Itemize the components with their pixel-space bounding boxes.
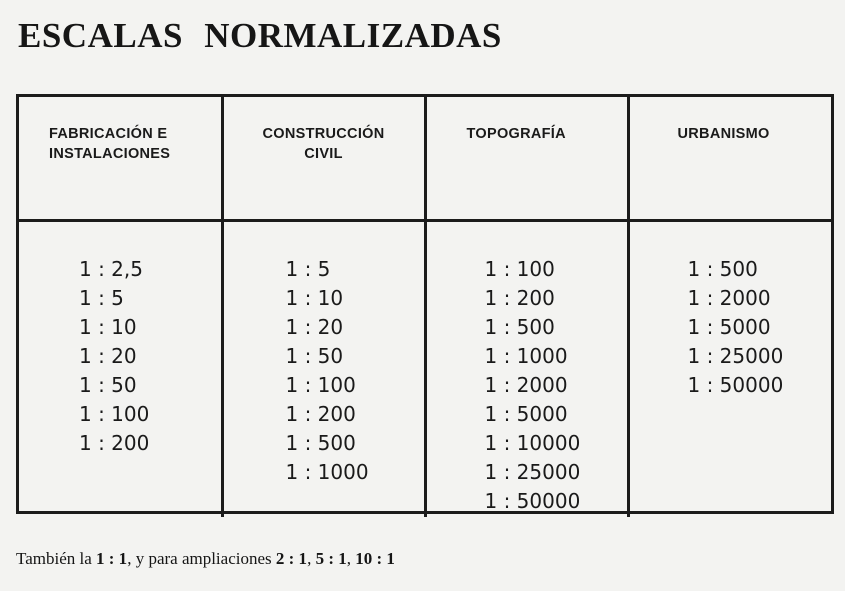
scale-item: 1 : 500 <box>285 431 356 455</box>
scale-item: 1 : 50000 <box>484 489 581 513</box>
column-construccion-civil <box>222 221 425 518</box>
scale-list <box>79 255 220 458</box>
footnote: También la 1 : 1, y para ampliaciones 2 : 1, 5 : 1, 10 : 1 <box>16 549 395 568</box>
scale-item: 1 : 10000 <box>484 431 581 455</box>
header-fabricacion-instalaciones: FABRICACIÓN E INSTALACIONES <box>19 97 222 221</box>
scale-item: 1 : 200 <box>79 431 150 455</box>
scale-list <box>688 255 831 400</box>
scale-list <box>485 255 626 516</box>
scale-list <box>286 255 423 487</box>
header-urbanismo: URBANISMO <box>628 97 831 221</box>
scale-item: 1 : 5 <box>79 286 124 310</box>
scale-item: 1 : 2000 <box>484 373 568 397</box>
footnote-scale: 10 : 1 <box>355 549 395 568</box>
scale-item: 1 : 25000 <box>484 460 581 484</box>
scale-item: 1 : 50 <box>285 344 344 368</box>
scale-item: 1 : 5000 <box>484 402 568 426</box>
header-construccion-civil: CONSTRUCCIÓN CIVIL <box>222 97 425 221</box>
scale-item: 1 : 50 <box>79 373 137 397</box>
footnote-scale: 1 : 1 <box>96 549 128 568</box>
column-urbanismo <box>628 221 831 518</box>
scale-item: 1 : 10 <box>285 286 344 310</box>
scale-item: 1 : 500 <box>484 315 555 339</box>
scale-item: 1 : 2,5 <box>79 257 143 281</box>
scale-item: 1 : 1000 <box>285 460 369 484</box>
scale-item: 1 : 200 <box>285 402 356 426</box>
header-topografia: TOPOGRAFÍA <box>425 97 628 221</box>
scales-table <box>16 94 834 514</box>
scale-item: 1 : 200 <box>484 286 555 310</box>
scale-item: 1 : 5000 <box>687 315 771 339</box>
scale-item: 1 : 5 <box>285 257 331 281</box>
scale-item: 1 : 100 <box>79 402 150 426</box>
scale-item: 1 : 50000 <box>687 373 784 397</box>
scale-item: 1 : 100 <box>285 373 356 397</box>
scale-item: 1 : 25000 <box>687 344 784 368</box>
scale-item: 1 : 20 <box>285 315 344 339</box>
scale-item: 1 : 500 <box>687 257 758 281</box>
column-fabricacion-instalaciones <box>19 221 222 518</box>
column-topografia <box>425 221 628 518</box>
footnote-scale: 5 : 1 <box>315 549 347 568</box>
scale-item: 1 : 20 <box>79 344 137 368</box>
scale-item: 1 : 10 <box>79 315 137 339</box>
scale-item: 1 : 1000 <box>484 344 568 368</box>
footnote-scale: 2 : 1 <box>275 549 308 568</box>
page-title: ESCALAS NORMALIZADAS <box>18 16 502 55</box>
scale-item: 1 : 100 <box>484 257 555 281</box>
scale-item: 1 : 2000 <box>687 286 771 310</box>
